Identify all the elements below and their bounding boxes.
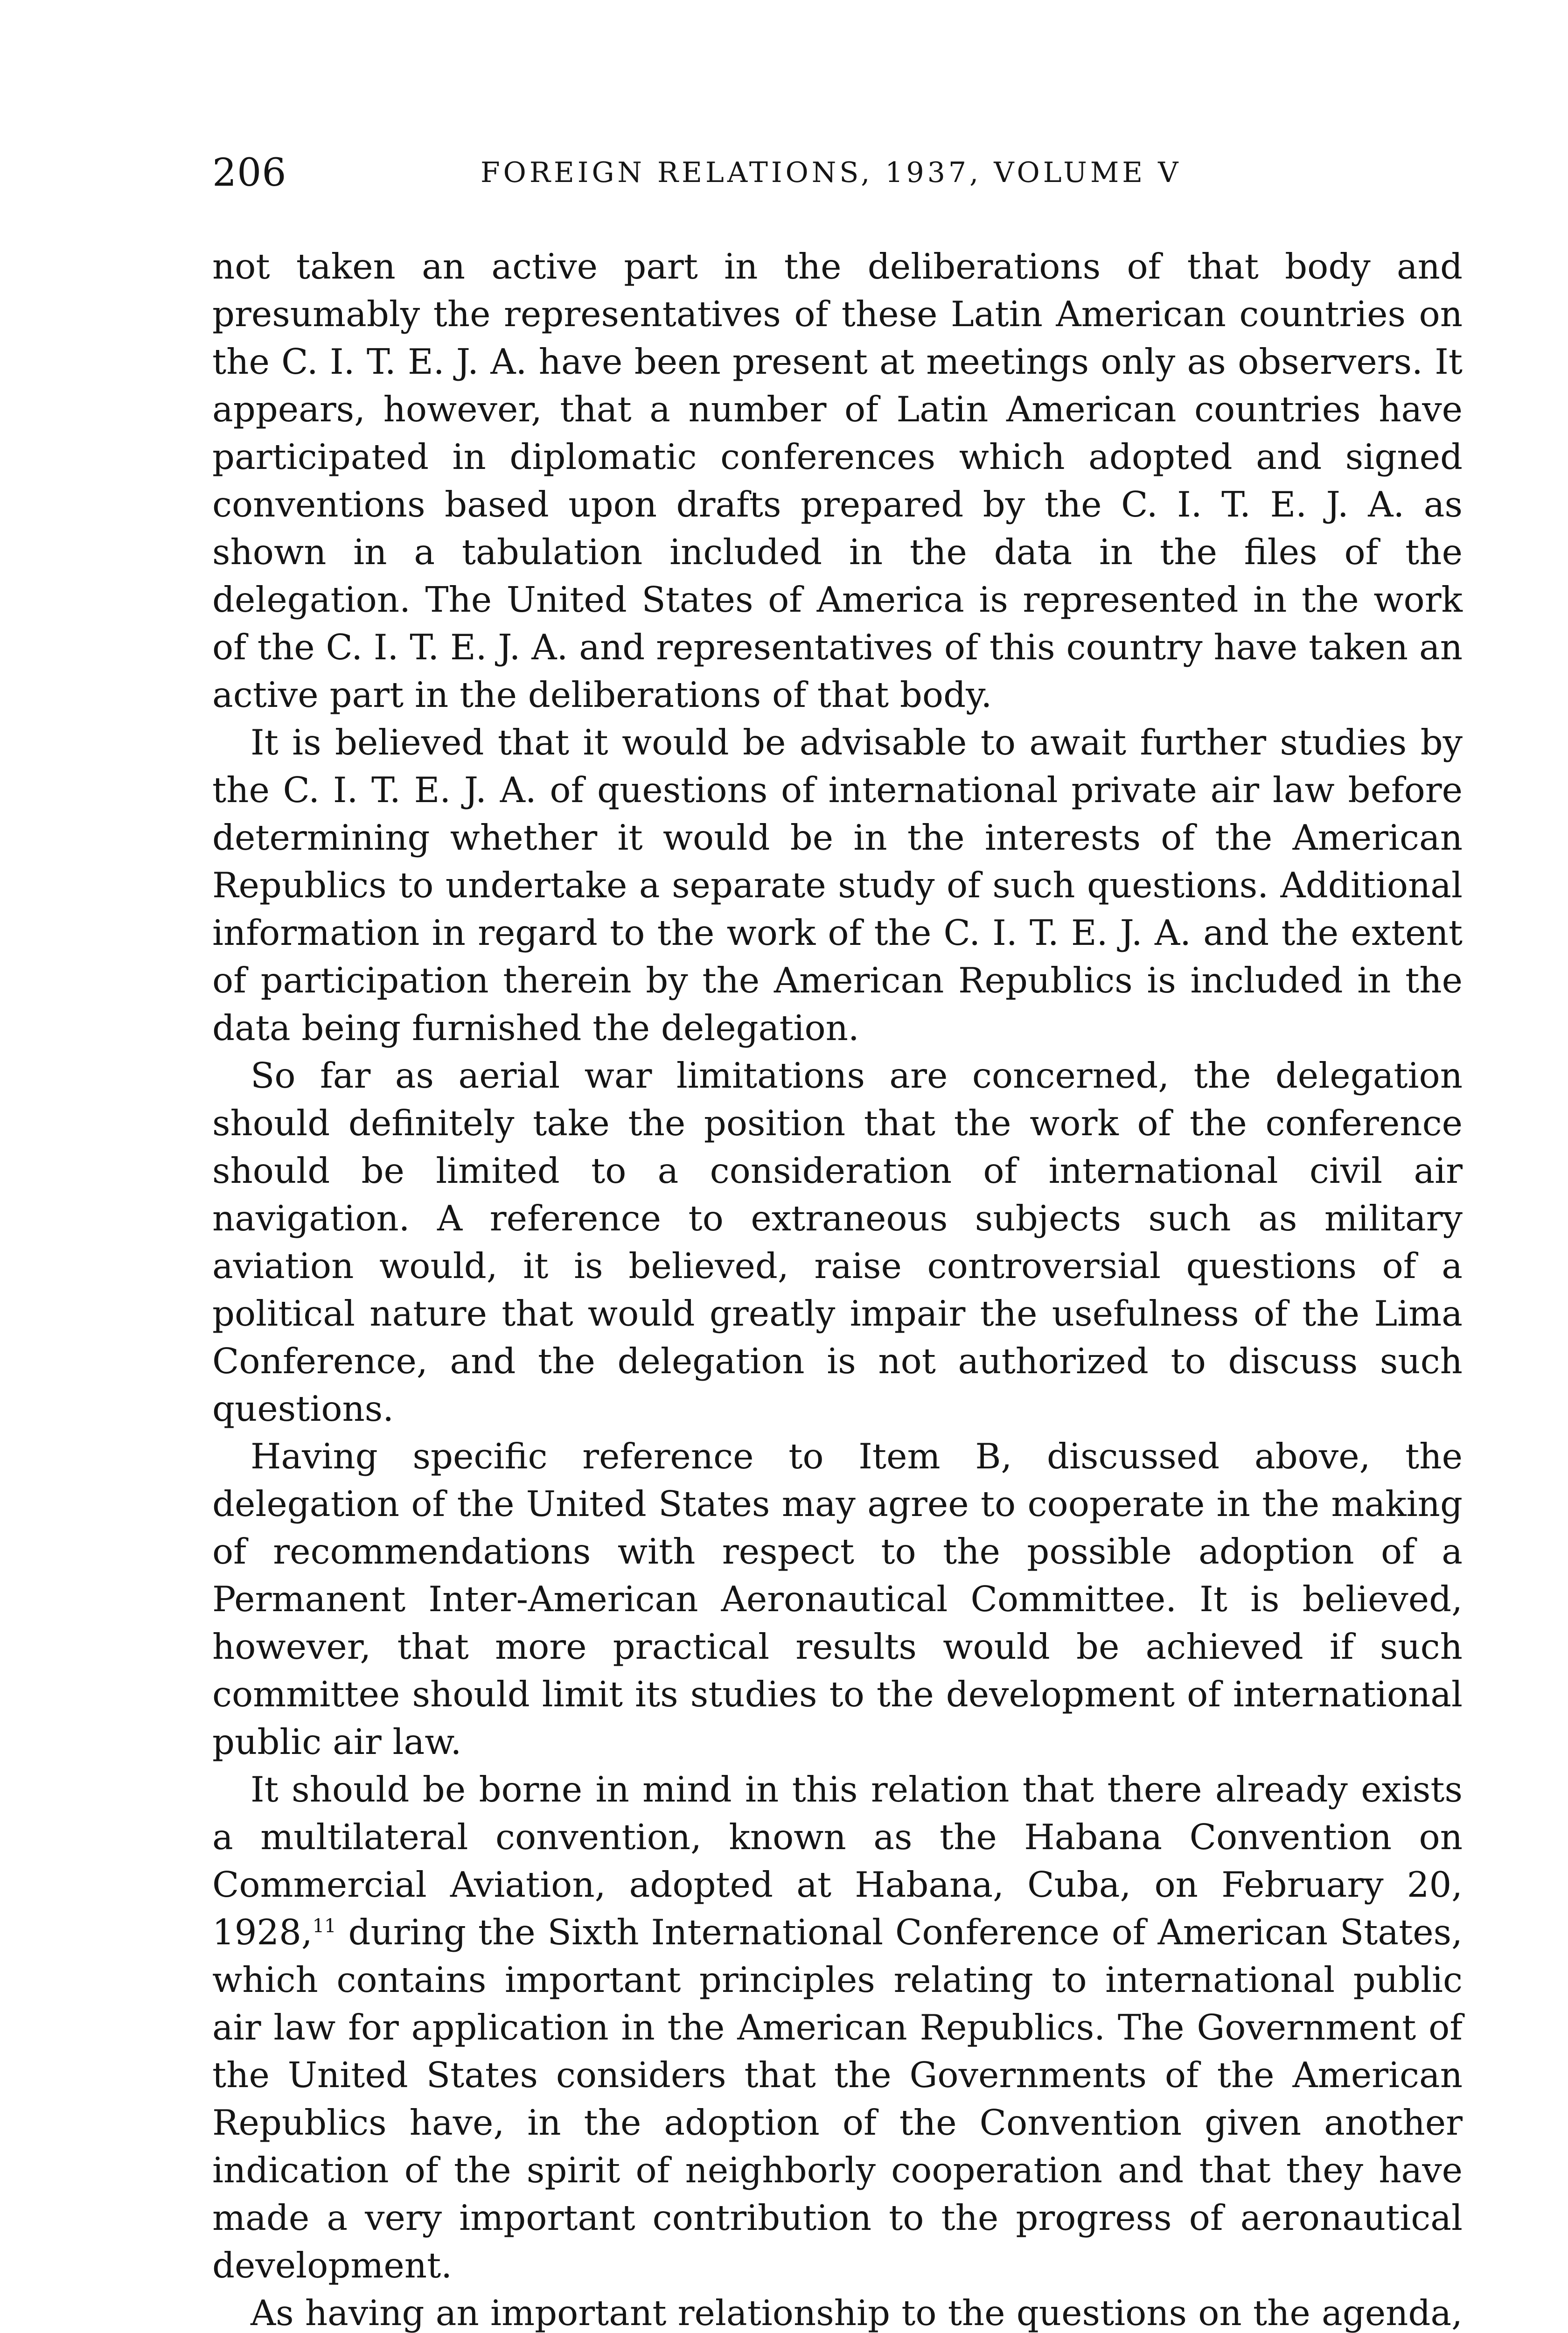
paragraph-4: Having specific reference to Item B, discussed above, the delegation of the United States may agree to cooperate in the making of recommendations with respect to the possible adoption of a Permanent Inter-American Aeronautical Committee. It is believed, however, that more practical results would be achieved if such committee should limit its studies to the development of international public air law. [212, 1436, 1463, 1762]
running-head: FOREIGN RELATIONS, 1937, VOLUME V [481, 156, 1182, 189]
paragraph-5-text-before: It should be borne in mind in this relation that there already exists a multilateral convention, known as the Habana Convention on Commercial Aviation, adopted at Habana, Cuba, on February 20, 1928, [212, 1769, 1463, 1953]
body-text [212, 243, 1463, 2333]
footnote-reference: 11 [312, 1915, 336, 1937]
page-number: 206 [212, 151, 287, 195]
paragraph-1: not taken an active part in the deliberations of that body and presumably the representatives of these Latin American countries on the C. I. T. E. J. A. have been present at meetings only as observers. It appears, however, that a number of Latin American countries have participated in diplomatic conferences which adopted and signed conventions based upon drafts prepared by the C. I. T. E. J. A. as shown in a tabulation included in the data in the files of the delegation. The United States of America is represented in the work of the C. I. T. E. J. A. and representatives of this country have taken an active part in the deliberations of that body. [212, 246, 1463, 715]
paragraph-3: So far as aerial war limitations are concerned, the delegation should definitely take the position that the work of the conference should be limited to a consideration of international civil air navigation. A reference to extraneous subjects such as military aviation would, it is believed, raise controversial questions of a political nature that would greatly impair the usefulness of the Lima Conference, and the delegation is not authorized to discuss such questions. [212, 1055, 1463, 1429]
paragraph-5-text-after: during the Sixth International Conference of American States, which contains important principles relating to international public air law for application in the American Republics. The Government of the United States considers that the Governments of the American Republics have, in the adoption of the Convention given another indication of the spirit of neighborly cooperation and that they have made a very important contribution to the progress of aeronautical development. [212, 1912, 1463, 2286]
page-header [212, 151, 1463, 210]
paragraph-2: It is believed that it would be advisable to await further studies by the C. I. T. E. J. A. of questions of international private air law before determining whether it would be in the interests of the American Republics to undertake a separate study of such questions. Additional information in regard to the work of the C. I. T. E. J. A. and the extent of participation therein by the American Republics is included in the data being furnished the delegation. [212, 722, 1463, 1048]
paragraph-5 [212, 1766, 1463, 2289]
paragraph-6: As having an important relationship to the questions on the agenda, [251, 2292, 1463, 2333]
